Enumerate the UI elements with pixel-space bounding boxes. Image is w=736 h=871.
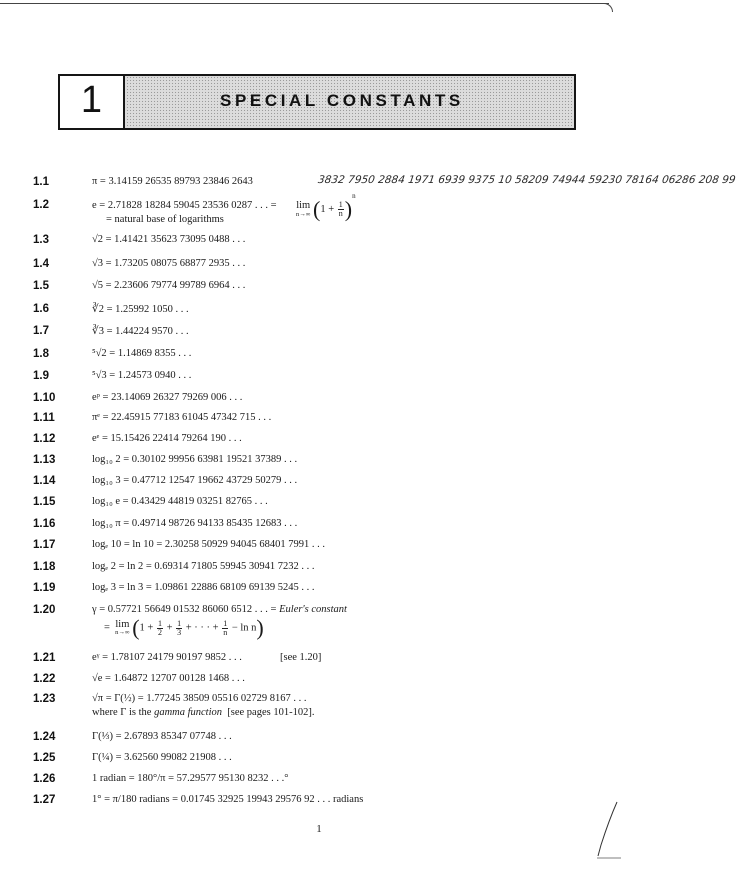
- entry-formula: Γ(⅓) = 2.67893 85347 07748 . . .: [92, 731, 232, 742]
- entry-1-25: [0, 752, 600, 772]
- chapter-number-box: [60, 76, 125, 128]
- margin-pen-stroke: [595, 800, 625, 860]
- entry-formula: eᵉ = 15.15426 22414 79264 190 . . .: [92, 433, 242, 444]
- entry-formula: eᵞ = 1.78107 24179 90197 9852 . . .: [92, 652, 242, 663]
- fraction: $\frac{1}{2}$: [157, 618, 162, 637]
- entry-formula: √5 = 2.23606 79774 99789 6964 . . .: [92, 280, 246, 291]
- entry-number: 1.8: [33, 348, 49, 360]
- entry-number: 1.17: [33, 539, 56, 551]
- entry-1-21: [0, 652, 600, 672]
- entry-formula: √3 = 1.73205 08075 68877 2935 . . .: [92, 258, 246, 269]
- entry-formula: log₁₀ π = 0.49714 98726 94133 85435 12683 . . .: [92, 518, 298, 529]
- entry-number: 1.16: [33, 518, 56, 530]
- entry-number: 1.5: [33, 280, 49, 292]
- limit-operator: lim n→∞: [296, 200, 311, 218]
- entry-1-14: [0, 475, 600, 495]
- entry-1-16: [0, 518, 600, 538]
- entry-formula: logₑ 3 = ln 3 = 1.09861 22886 68109 69139 5245 . . .: [92, 582, 315, 593]
- entry-note: where Γ is the gamma function [see pages 101-102].: [92, 707, 315, 718]
- entry-number: 1.2: [33, 199, 49, 211]
- entry-1-9: [0, 370, 600, 390]
- entry-number: 1.19: [33, 582, 56, 594]
- entry-formula: √2 = 1.41421 35623 73095 0488 . . .: [92, 234, 246, 245]
- entry-1-10: [0, 392, 600, 412]
- entry-formula: ∛3 = 1.44224 9570 . . .: [92, 326, 189, 337]
- entry-formula: γ = 0.57721 56649 01532 86060 6512 . . . = Euler's constant: [92, 604, 347, 615]
- entry-formula: log₁₀ 2 = 0.30102 99956 63981 19521 37389 . . .: [92, 454, 298, 465]
- entry-1-17: [0, 539, 600, 559]
- entry-number: 1.6: [33, 303, 49, 315]
- entry-1-4: [0, 258, 600, 278]
- top-rule-curl: [600, 3, 613, 12]
- handwritten-digits: 3832 7950 2884 1971 6939 9375 10 58209 74944 59230 78164 06286 208 99: [317, 174, 736, 186]
- entry-number: 1.12: [33, 433, 56, 445]
- entry-formula: √e = 1.64872 12707 00128 1468 . . .: [92, 673, 245, 684]
- entry-formula: logₑ 2 = ln 2 = 0.69314 71805 59945 30941 7232 . . .: [92, 561, 315, 572]
- entry-1-23: [0, 693, 600, 727]
- entry-formula: √π = Γ(½) = 1.77245 38509 05516 02729 8167 . . .: [92, 693, 307, 704]
- cross-reference: [see 1.20]: [280, 652, 322, 663]
- entry-number: 1.9: [33, 370, 49, 382]
- fraction: $\frac{1}{n}$: [338, 200, 343, 219]
- entry-1-7: [0, 325, 600, 345]
- limit-operator: lim n→∞: [115, 618, 130, 636]
- entry-number: 1.26: [33, 773, 56, 785]
- entry-number: 1.25: [33, 752, 56, 764]
- entry-number: 1.18: [33, 561, 56, 573]
- exponent: n: [352, 192, 356, 200]
- top-rule: [0, 3, 609, 4]
- entry-number: 1.10: [33, 392, 56, 404]
- entry-number: 1.21: [33, 652, 56, 664]
- entry-1-26: [0, 773, 600, 793]
- entry-formula: log₁₀ 3 = 0.47712 12547 19662 43729 50279 . . .: [92, 475, 298, 486]
- entry-number: 1.7: [33, 325, 49, 337]
- entry-number: 1.3: [33, 234, 49, 246]
- entry-formula: π = 3.14159 26535 89793 23846 2643: [92, 176, 253, 187]
- entry-number: 1.27: [33, 794, 56, 806]
- fraction: $\frac{1}{n}$: [223, 618, 228, 637]
- entry-formula: logₑ 10 = ln 10 = 2.30258 50929 94045 68401 7991 . . .: [92, 539, 325, 550]
- entry-1-18: [0, 561, 600, 581]
- entry-1-3: [0, 234, 600, 254]
- entry-1-13: [0, 454, 600, 474]
- entry-number: 1.23: [33, 693, 56, 705]
- entry-number: 1.1: [33, 176, 49, 188]
- limit-expression: lim n→∞ (1 + $\frac{1}{n}$ )$^n$: [296, 192, 356, 222]
- entry-formula: e = 2.71828 18284 59045 23536 0287 . . . =: [92, 200, 277, 211]
- entry-1-20: [0, 604, 600, 644]
- page-number: 1: [316, 823, 322, 835]
- entry-number: 1.14: [33, 475, 56, 487]
- entry-1-12: [0, 433, 600, 453]
- entry-number: 1.11: [33, 412, 55, 424]
- entry-1-11: [0, 412, 600, 432]
- entry-1-24: [0, 731, 600, 751]
- entry-formula: πᵉ = 22.45915 77183 61045 47342 715 . . .: [92, 412, 272, 423]
- entry-number: 1.4: [33, 258, 49, 270]
- entry-formula: 1 radian = 180°/π = 57.29577 95130 8232 . . .°: [92, 773, 289, 784]
- entry-1-27: [0, 794, 600, 814]
- entry-formula: Γ(¼) = 3.62560 99082 21908 . . .: [92, 752, 232, 763]
- entry-number: 1.24: [33, 731, 56, 743]
- fraction: $\frac{1}{3}$: [177, 618, 182, 637]
- entry-1-8: [0, 348, 600, 368]
- chapter-header: [58, 74, 576, 130]
- entry-1-6: [0, 303, 600, 323]
- entry-formula: ∛2 = 1.25992 1050 . . .: [92, 304, 189, 315]
- entry-1-19: [0, 582, 600, 602]
- entry-1-22: [0, 673, 600, 693]
- entry-1-5: [0, 280, 600, 300]
- chapter-title: SPECIAL CONSTANTS: [220, 91, 464, 110]
- eulers-constant-label: Euler's constant: [279, 604, 347, 615]
- entry-formula: eᵖ = 23.14069 26327 79269 006 . . .: [92, 392, 243, 403]
- entry-number: 1.22: [33, 673, 56, 685]
- limit-expression: = lim n→∞ (1 + $\frac{1}{2}$ + $\frac{1}{3}$ + · · · + $\frac{1}{n}$ − ln n): [104, 615, 264, 640]
- entry-formula: 1° = π/180 radians = 0.01745 32925 19943 29576 92 . . . radians: [92, 794, 364, 805]
- chapter-number: 1: [80, 79, 103, 121]
- entry-note: = natural base of logarithms: [106, 214, 224, 225]
- entry-formula: ⁵√3 = 1.24573 0940 . . .: [92, 370, 192, 381]
- entry-number: 1.15: [33, 496, 56, 508]
- entry-formula: ⁵√2 = 1.14869 8355 . . .: [92, 348, 192, 359]
- entry-1-15: [0, 496, 600, 516]
- entry-formula: log₁₀ e = 0.43429 44819 03251 82765 . . .: [92, 496, 268, 507]
- entry-number: 1.13: [33, 454, 56, 466]
- entry-number: 1.20: [33, 604, 56, 616]
